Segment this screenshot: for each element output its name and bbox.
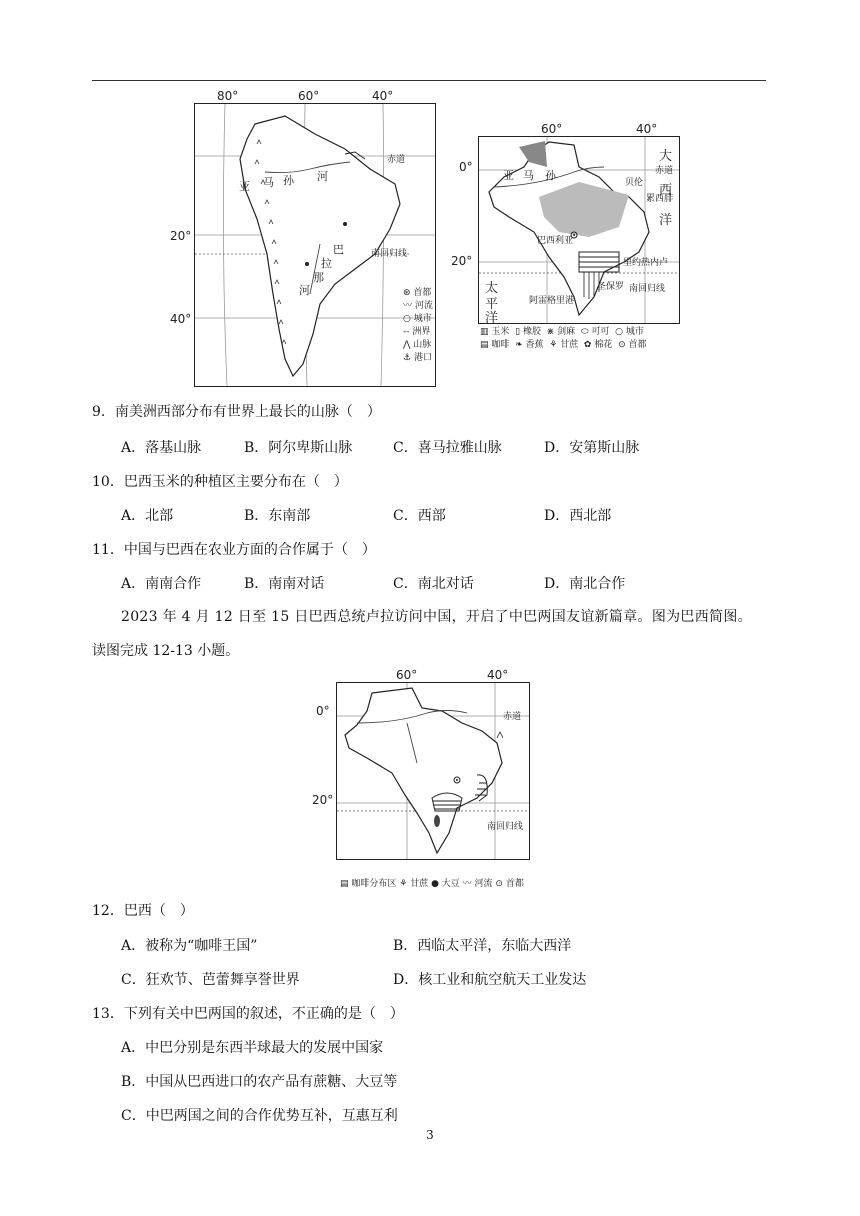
map2-amazon-char-3: 孙 [545,169,556,182]
q9-option-c: C．喜马拉雅山脉 [393,440,502,456]
brazil-agriculture-map [478,136,680,324]
map1-parana-char-3: 那 [313,271,324,284]
map1-lat-20: 20° [170,229,192,243]
map3-lat-20: 20° [312,793,334,807]
question-11-stem: 11．中国与巴西在农业方面的合作属于（ ） [92,542,376,558]
south-america-map-graphic [195,104,435,386]
map2-amazon-char-1: 亚 [503,169,514,182]
map2-pacific-char-2: 平 [485,297,499,312]
q13-option-a: A．中巴分别是东西半球最大的发展中国家 [121,1040,384,1056]
map2-pacific-char-1: 太 [485,281,499,296]
map1-amazon-char-1: 亚 [239,180,250,193]
question-10-stem: 10．巴西玉米的种植区主要分布在（ ） [92,474,348,490]
map2-lon-40: 40° [636,122,658,136]
map1-amazon-char-2: 马 [263,176,274,189]
map2-legend [480,326,646,352]
map2-rio-label: 里约热内卢 [623,258,669,268]
map3-tropic-label: 南回归线 [487,822,524,832]
map2-lat-20: 20° [451,254,473,268]
map3-equator-label: 赤道 [503,712,522,722]
map2-amazon-char-2: 马 [523,169,534,182]
map1-parana-char-4: 河 [299,284,310,297]
legend-city: ○ 城市 [403,314,432,324]
q11-option-a: A．南南合作 [121,576,202,592]
q12-option-b: B．西临太平洋，东临大西洋 [393,938,572,954]
map3-lon-40: 40° [487,668,509,682]
brazil-simple-map [336,682,530,860]
map3-legend-row: ▤ 咖啡分布区 ⚘ 甘蔗 ● 大豆 〰 河流 ⊙ 首都 [340,879,524,889]
legend-capital: ⊛ 首都 [403,288,432,298]
q9-option-b: B．阿尔卑斯山脉 [244,440,353,456]
map2-lat-0: 0° [459,160,473,174]
question-13-stem: 13．下列有关中巴两国的叙述，不正确的是（ ） [92,1006,404,1022]
passage-line-1: 2023 年 4 月 12 日至 15 日巴西总统卢拉访问中国，开启了中巴两国友谊新篇章。图为巴西简图。 [121,609,752,625]
map2-belem-label: 贝伦 [625,178,644,188]
brazil-simple-graphic [337,683,529,859]
brazil-agriculture-graphic [479,137,679,323]
legend-mountain: ⋀ 山脉 [403,340,432,350]
legend-port: ⚓ 港口 [403,353,432,363]
q11-option-d: D．南北合作 [544,576,626,592]
q11-option-b: B．南南对话 [244,576,325,592]
q13-option-b: B．中国从巴西进口的农产品有蔗糖、大豆等 [121,1074,398,1090]
map2-atlantic-char-2: 西 [659,183,673,198]
q9-option-d: D．安第斯山脉 [544,440,640,456]
legend-continent-border: -- 洲界 [403,327,431,337]
map1-equator-label: 赤道 [387,155,406,165]
map1-lon-60: 60° [298,89,320,103]
map1-parana-char-2: 拉 [321,257,332,270]
q9-option-a: A．落基山脉 [121,440,202,456]
page-number: 3 [426,1128,434,1142]
map1-legend [403,287,433,365]
q12-option-d: D．核工业和航空航天工业发达 [393,972,587,988]
map2-tropic-label: 南回归线 [629,284,666,294]
q10-option-d: D．西北部 [544,508,612,524]
map2-atlantic-char-3: 洋 [659,213,673,228]
q13-option-c: C．中巴两国之间的合作优势互补，互惠互利 [121,1108,398,1124]
south-america-map [194,103,436,387]
map2-portoalegre-label: 阿雷格里港 [529,296,575,306]
question-9-stem: 9．南美洲西部分布有世界上最长的山脉（ ） [92,404,381,420]
map2-pacific-char-3: 洋 [485,311,499,326]
map2-atlantic-char-1: 大 [659,149,673,164]
map1-tropic-label: 南回归线 [371,249,408,259]
q11-option-c: C．南北对话 [393,576,474,592]
header-rule [92,80,766,81]
map2-equator-label: 赤道 [655,166,674,176]
map2-brasilia-label: 巴西利亚 [537,236,574,246]
q12-option-a: A．被称为“咖啡王国” [121,938,258,954]
map1-parana-char-1: 巴 [333,243,344,256]
map3-lon-60: 60° [396,668,418,682]
question-12-stem: 12．巴西（ ） [92,903,194,919]
map2-recife-label: 累西腓 [646,194,674,204]
q10-option-b: B．东南部 [244,508,311,524]
map3-lat-0: 0° [316,704,330,718]
map1-amazon-char-3: 孙 [283,174,294,187]
map2-saopaulo-label: 圣保罗 [597,282,625,292]
map2-legend-row-1: ▥ 玉米 ▯ 橡胶 ⋇ 剑麻 ⬭ 可可 ○ 城市 [480,327,644,337]
map1-lon-40: 40° [372,89,394,103]
map2-lon-60: 60° [541,122,563,136]
map1-lon-80: 80° [217,89,239,103]
map3-legend [340,878,524,891]
q10-option-a: A．北部 [121,508,174,524]
q10-option-c: C．西部 [393,508,446,524]
q12-option-c: C．狂欢节、芭蕾舞享誉世界 [121,972,300,988]
legend-river: 〰 河流 [403,301,433,311]
passage-line-2: 读图完成 12-13 小题。 [92,643,240,659]
map1-lat-40: 40° [170,312,192,326]
map2-legend-row-2: ▤ 咖啡 ❧ 香蕉 ⚘ 甘蔗 ✿ 棉花 ⊙ 首都 [480,340,647,350]
map1-amazon-char-4: 河 [317,170,328,183]
